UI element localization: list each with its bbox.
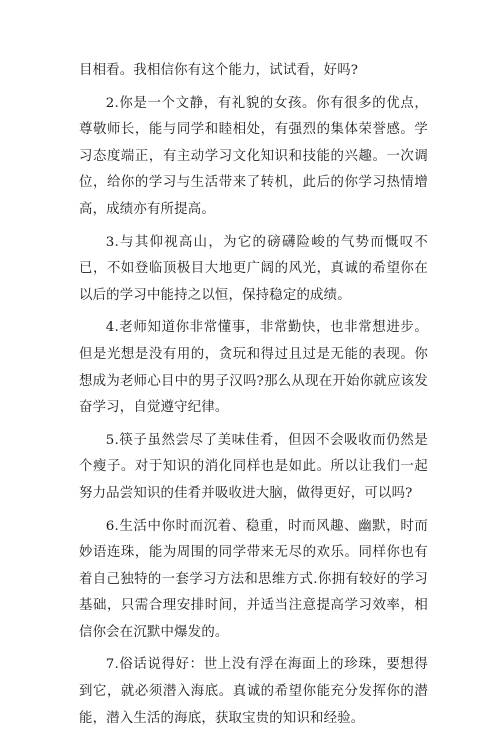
document-body bbox=[79, 58, 428, 738]
paragraph-comment-3: 3.与其仰视高山，为它的磅礴险峻的气势而慨叹不已，不如登临顶极目大地更广阔的风光，真诚的希望你在以后的学习中能持之以恒，保持稳定的成绩。 bbox=[79, 234, 428, 303]
paragraph-comment-6: 6.生活中你时而沉着、稳重，时而风趣、幽默，时而妙语连珠，能为周围的同学带来无尽的欢乐。同样你也有着自己独特的一套学习方法和思维方式.你拥有较好的学习基础，只需合理安排时间，并适当注意提高学习效率，相信你会在沉默中爆发的。 bbox=[79, 518, 428, 640]
paragraph-comment-4: 4.老师知道你非常懂事，非常勤快，也非常想进步。但是光想是没有用的，贪玩和得过且过是无能的表现。你想成为老师心目中的男子汉吗?那么从现在开始你就应该发奋学习，自觉遵守纪律。 bbox=[79, 320, 428, 416]
paragraph-comment-7: 7.俗话说得好：世上没有浮在海面上的珍珠，要想得到它，就必须潜入海底。真诚的希望你能充分发挥你的潜能，潜入生活的海底，获取宝贵的知识和经验。 bbox=[79, 657, 428, 726]
paragraph-comment-5: 5.筷子虽然尝尽了美味佳肴，但因不会吸收而仍然是个瘦子。对于知识的消化同样也是如此。所以让我们一起努力品尝知识的佳肴并吸收进大脑，做得更好，可以吗? bbox=[79, 432, 428, 501]
paragraph-continuation: 目相看。我相信你有这个能力，试试看，好吗? bbox=[79, 63, 359, 78]
paragraph-comment-2: 2.你是一个文静，有礼貌的女孩。你有很多的优点，尊敬师长，能与同学和睦相处，有强烈的集体荣誉感。学习态度端正，有主动学习文化知识和技能的兴趣。一次调位，给你的学习与生活带来了转机，此后的你学习热情增高，成绩亦有所提高。 bbox=[79, 95, 428, 217]
